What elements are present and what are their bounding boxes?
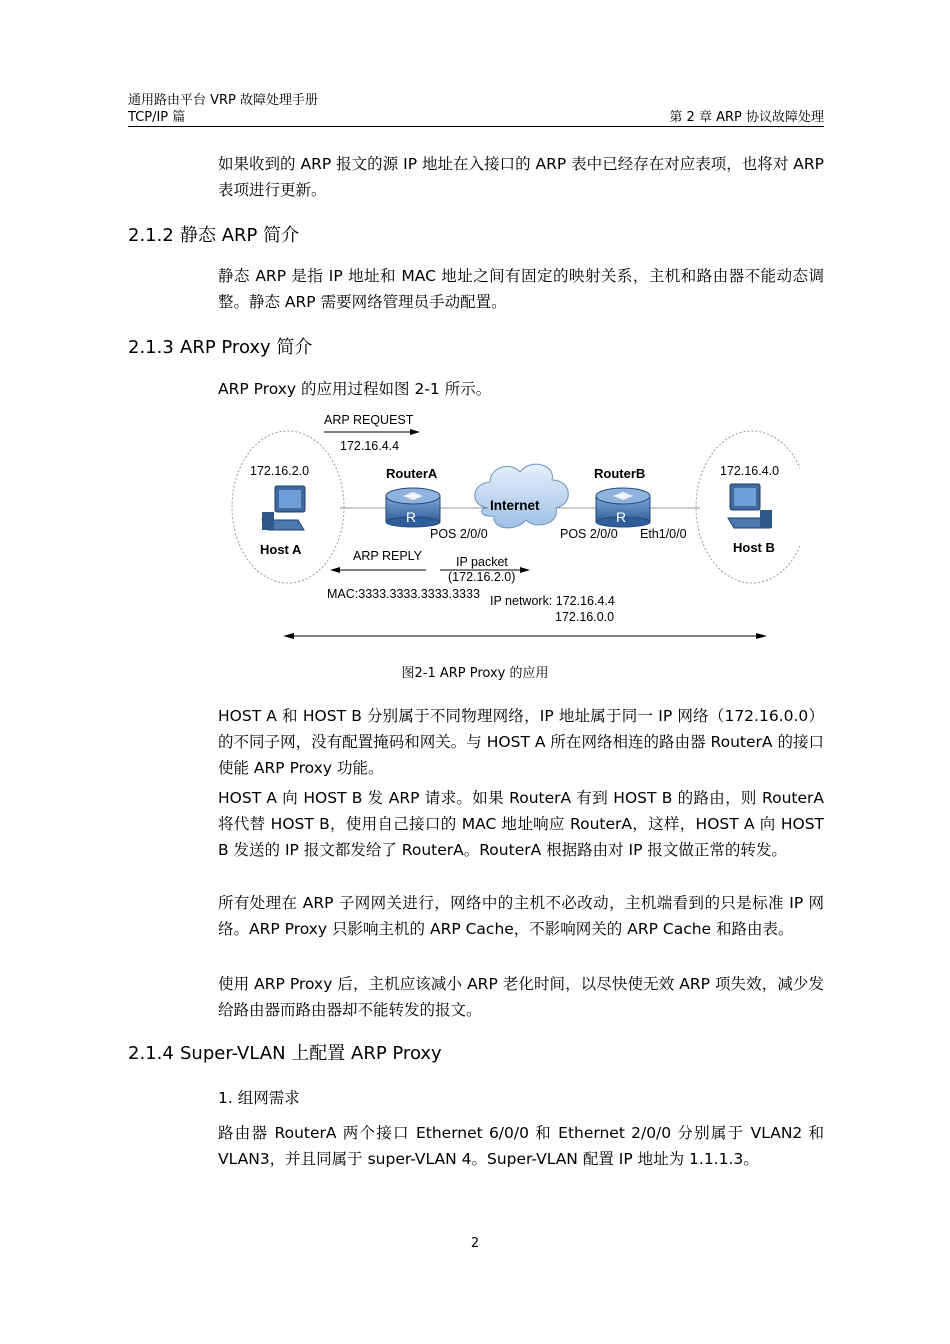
paragraph-hosts: HOST A 和 HOST B 分别属于不同物理网络，IP 地址属于同一 IP 网络（172.16.0.0）的不同子网，没有配置掩码和网关。与 HOST A 所在网络相连的路由器 RouterA 的接口使能 ARP Proxy 功能。 xyxy=(218,707,824,777)
ip-packet-arrowhead xyxy=(520,567,530,573)
host-a-label: Host A xyxy=(260,542,302,557)
ip-packet-label: IP packet xyxy=(456,555,508,569)
router-a-label: RouterA xyxy=(386,466,438,481)
ip-network-label: IP network: 172.16.4.4 xyxy=(490,594,615,608)
paragraph-arp-request: HOST A 向 HOST B 发 ARP 请求。如果 RouterA 有到 HOST B 的路由，则 RouterA 将代替 HOST B，使用自己接口的 MAC 地址响应 RouterA，这样，HOST A 向 HOST B 发送的 IP 报文都发给了 RouterA。RouterA 根据路由对 IP 报文做正常的转发。 xyxy=(218,789,824,859)
host-a-computer-icon xyxy=(262,486,305,530)
network-span-arrowhead-right xyxy=(756,633,767,639)
mac-address-label: MAC:3333.3333.3333.3333 xyxy=(327,587,480,601)
header-chapter: 第 2 章 ARP 协议故障处理 xyxy=(669,110,824,125)
internet-label: Internet xyxy=(490,498,540,513)
header-rule xyxy=(128,126,824,127)
router-a-pos-label: POS 2/0/0 xyxy=(430,527,488,541)
figure-caption: 图2-1 ARP Proxy 的应用 xyxy=(401,666,549,681)
router-b-glyph: R xyxy=(616,509,627,525)
section-title: Super-VLAN 上配置 ARP Proxy xyxy=(180,1043,442,1064)
router-b-pos-label: POS 2/0/0 xyxy=(560,527,618,541)
section-number: 2.1.2 xyxy=(128,225,174,246)
router-a-glyph: R xyxy=(406,509,417,525)
host-b-computer-icon xyxy=(728,484,772,528)
ip-network-subnet-label: 172.16.0.0 xyxy=(555,610,615,624)
section-heading-2-1-2 xyxy=(128,224,299,248)
section-number: 2.1.4 xyxy=(128,1043,174,1064)
paragraph-gateway: 所有处理在 ARP 子网网关进行，网络中的主机不必改动，主机端看到的只是标准 IP 网络。ARP Proxy 只影响主机的 ARP Cache，不影响网关的 ARP Cache 和路由表。 xyxy=(218,894,824,938)
arp-reply-label: ARP REPLY xyxy=(353,549,423,563)
section-heading-2-1-4 xyxy=(128,1042,442,1066)
host-b-label: Host B xyxy=(733,540,775,555)
arp-request-label: ARP REQUEST xyxy=(324,413,414,427)
subheading-networking-requirements: 1. 组网需求 xyxy=(218,1089,300,1107)
section-heading-2-1-3 xyxy=(128,336,312,360)
paragraph-intro: 如果收到的 ARP 报文的源 IP 地址在入接口的 ARP 表中已经存在对应表项，也将对 ARP 表项进行更新。 xyxy=(218,155,824,199)
header-volume: TCP/IP 篇 xyxy=(128,110,186,125)
router-b-label: RouterB xyxy=(594,466,646,481)
arp-request-ip: 172.16.4.4 xyxy=(340,439,400,453)
paragraph-aging: 使用 ARP Proxy 后，主机应该减小 ARP 老化时间，以尽快使无效 ARP 项失效，减少发给路由器而路由器却不能转发的报文。 xyxy=(218,975,824,1019)
network-span-arrowhead-left xyxy=(283,633,294,639)
page-number: 2 xyxy=(470,1236,480,1251)
host-a-network-label: 172.16.2.0 xyxy=(250,464,310,478)
paragraph-super-vlan: 路由器 RouterA 两个接口 Ethernet 6/0/0 和 Ethernet 2/0/0 分别属于 VLAN2 和 VLAN3，并且同属于 super-VLAN 4。Super-VLAN 配置 IP 地址为 1.1.1.3。 xyxy=(218,1124,824,1168)
internet-cloud-icon xyxy=(475,464,569,528)
router-b-eth-label: Eth1/0/0 xyxy=(640,527,687,541)
header-book-title: 通用路由平台 VRP 故障处理手册 xyxy=(128,93,319,108)
arp-request-arrowhead xyxy=(410,429,420,435)
section-number: 2.1.3 xyxy=(128,337,174,358)
arp-proxy-diagram xyxy=(220,405,800,655)
arp-reply-arrowhead xyxy=(330,567,340,573)
ip-packet-source: (172.16.2.0) xyxy=(448,570,516,584)
section-title: ARP Proxy 简介 xyxy=(180,337,313,358)
host-b-network-label: 172.16.4.0 xyxy=(720,464,780,478)
paragraph-static-arp: 静态 ARP 是指 IP 地址和 MAC 地址之间有固定的映射关系，主机和路由器不能动态调整。静态 ARP 需要网络管理员手动配置。 xyxy=(218,267,824,311)
paragraph-figure-ref: ARP Proxy 的应用过程如图 2-1 所示。 xyxy=(218,380,492,398)
section-title: 静态 ARP 简介 xyxy=(180,225,300,246)
